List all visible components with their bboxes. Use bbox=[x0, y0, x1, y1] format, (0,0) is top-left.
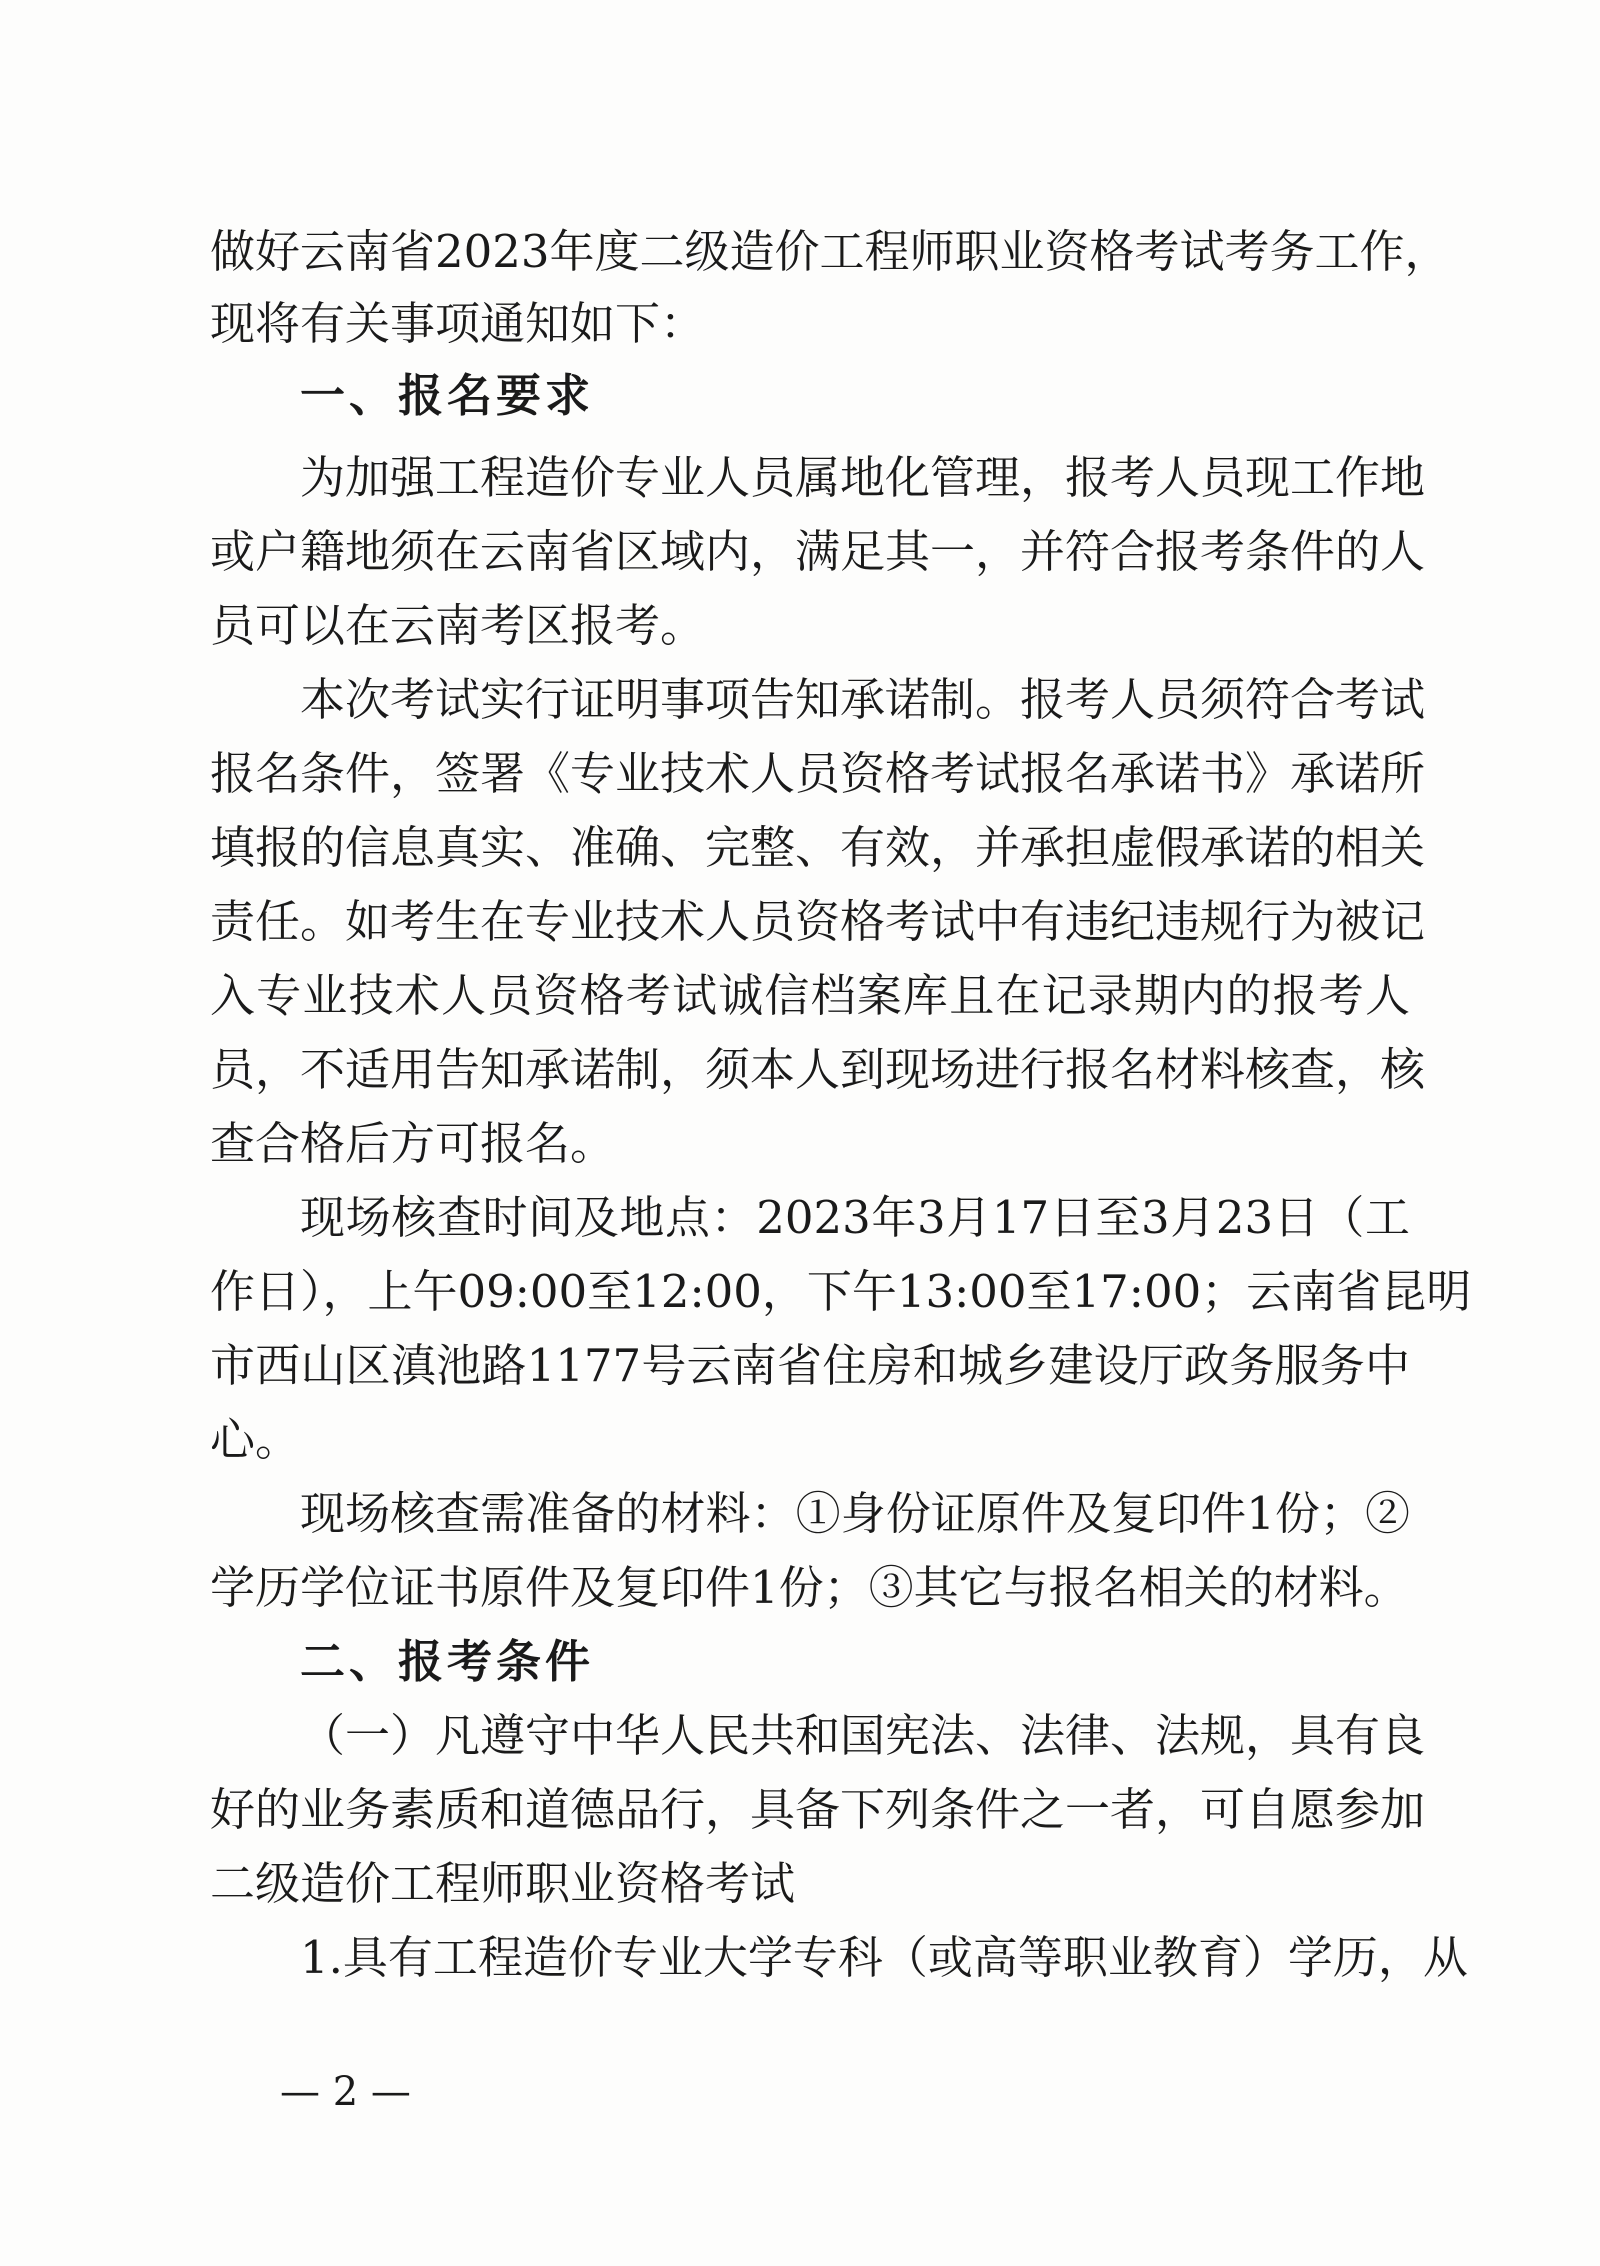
paragraph-line: 报名条件，签署《专业技术人员资格考试报名承诺书》承诺所 bbox=[210, 747, 1426, 800]
paragraph-line: 责任。如考生在专业技术人员资格考试中有违纪违规行为被记 bbox=[210, 895, 1426, 948]
paragraph-line: 现场核查时间及地点：2023年3月17日至3月23日（工 bbox=[300, 1191, 1410, 1244]
paragraph-line: 二级造价工程师职业资格考试 bbox=[210, 1857, 796, 1910]
paragraph-line: 做好云南省2023年度二级造价工程师职业资格考试考务工作， bbox=[210, 225, 1450, 278]
paragraph-line: 市西山区滇池路1177号云南省住房和城乡建设厅政务服务中 bbox=[210, 1339, 1410, 1392]
paragraph-line: 或户籍地须在云南省区域内，满足其一，并符合报考条件的人 bbox=[210, 525, 1426, 578]
paragraph-line: 查合格后方可报名。 bbox=[210, 1117, 616, 1170]
paragraph-line: 1.具有工程造价专业大学专科（或高等职业教育）学历，从 bbox=[300, 1931, 1468, 1984]
paragraph-line: 员，不适用告知承诺制，须本人到现场进行报名材料核查，核 bbox=[210, 1043, 1426, 1096]
paragraph-line: 填报的信息真实、准确、完整、有效，并承担虚假承诺的相关 bbox=[210, 821, 1426, 874]
paragraph-line: 作日），上午09:00至12:00，下午13:00至17:00；云南省昆明 bbox=[210, 1265, 1472, 1318]
paragraph-line: 入专业技术人员资格考试诚信档案库且在记录期内的报考人 bbox=[210, 969, 1410, 1022]
page-number: — 2 — bbox=[280, 2069, 411, 2115]
paragraph-line: 现场核查需准备的材料：①身份证原件及复印件1份；② bbox=[300, 1487, 1410, 1540]
paragraph-line: 现将有关事项通知如下： bbox=[210, 297, 706, 350]
section-heading-registration: 一、报名要求 bbox=[300, 369, 595, 422]
paragraph-line: 员可以在云南考区报考。 bbox=[210, 599, 706, 652]
paragraph-line: 心。 bbox=[210, 1413, 301, 1466]
paragraph-line: 学历学位证书原件及复印件1份；③其它与报名相关的材料。 bbox=[210, 1561, 1409, 1614]
paragraph-line: 好的业务素质和道德品行，具备下列条件之一者，可自愿参加 bbox=[210, 1783, 1426, 1836]
paragraph-line: （一）凡遵守中华人民共和国宪法、法律、法规，具有良 bbox=[300, 1709, 1426, 1762]
section-heading-conditions: 二、报考条件 bbox=[300, 1635, 595, 1688]
paragraph-line: 本次考试实行证明事项告知承诺制。报考人员须符合考试 bbox=[300, 673, 1426, 726]
paragraph-line: 为加强工程造价专业人员属地化管理，报考人员现工作地 bbox=[300, 451, 1426, 504]
